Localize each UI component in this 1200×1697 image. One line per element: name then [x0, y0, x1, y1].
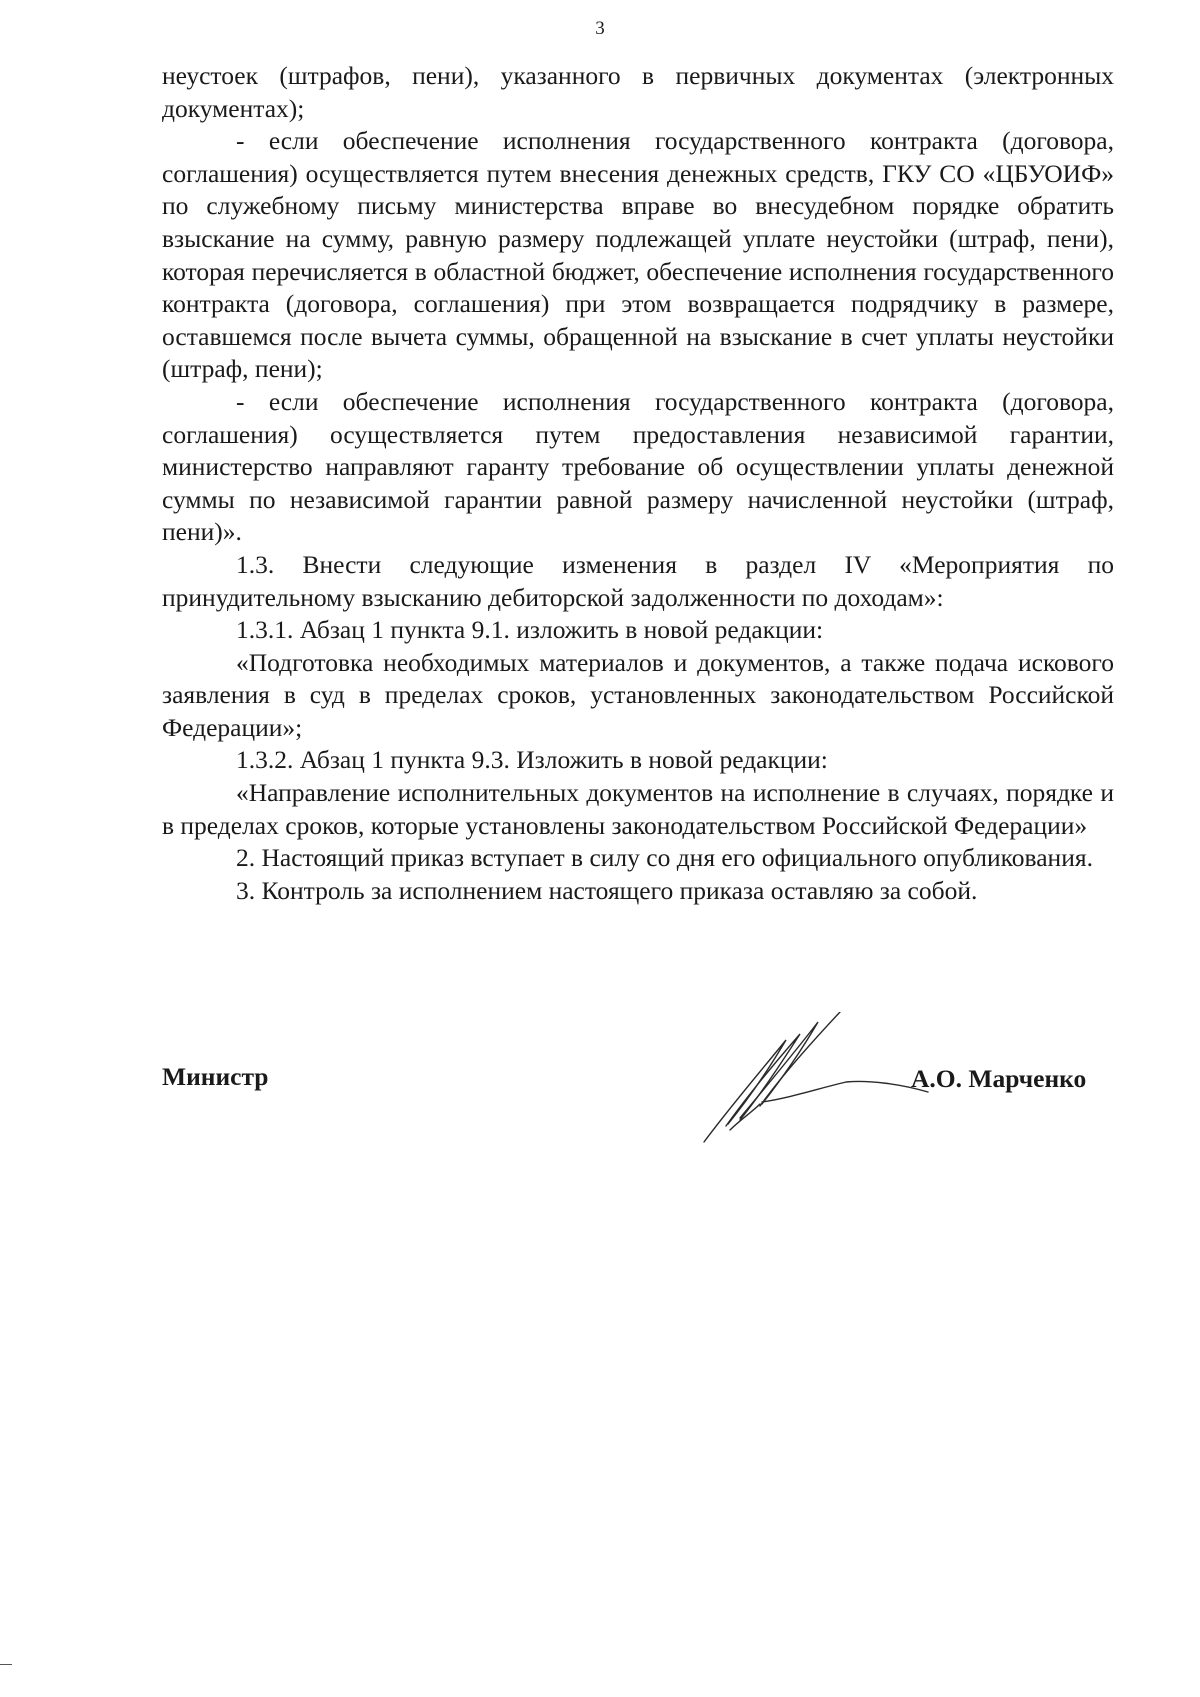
paragraph-1-3-1-text: «Подготовка необходимых материалов и документов, а также подача искового заявления в суд в пределах сроков, установленных законодательством Российской Федерации»; — [162, 647, 1114, 742]
signatory-title: Министр — [162, 1062, 269, 1091]
paragraph-1-3-2: 1.3.2. Абзац 1 пункта 9.3. Изложить в новой редакции: — [236, 745, 828, 775]
paragraph-1-3-1: 1.3.1. Абзац 1 пункта 9.1. изложить в новой редакции: — [236, 615, 824, 645]
paragraph-cash-guarantee: - если обеспечение исполнения государственного контракта (договора, соглашения) осуществляется путем внесения денежных средств, ГКУ СО «ЦБУОИФ» по служебному письму министерства вправе во внесудебном порядке обратить взыскание на сумму, равную размеру подлежащей уплате неустойки (штраф, пени), которая перечисляется в областной бюджет, обеспечение исполнения государственного контракта (договора, соглашения) при этом возвращается подрядчику в размере, оставшемся после вычета суммы, обращенной на взыскание в счет уплаты неустойки (штраф, пени); — [162, 126, 1114, 384]
page-number: 3 — [595, 18, 605, 39]
paragraph-2: 2. Настоящий приказ вступает в силу со дня его официального опубликования. — [236, 843, 1093, 873]
paragraph-independent-guarantee: - если обеспечение исполнения государственного контракта (договора, соглашения) осуществляется путем предоставления независимой гарантии, министерство направляют гаранту требование об осуществлении уплаты денежной суммы по независимой гарантии равной размеру начисленной неустойки (штраф, пени)». — [162, 386, 1114, 547]
paragraph-continuation: неустоек (штрафов, пени), указанного в первичных документах (электронных документах); — [162, 61, 1114, 123]
document-body — [162, 60, 1114, 907]
signatory-name: А.О. Марченко — [911, 1064, 1087, 1093]
handwritten-signature — [700, 1012, 930, 1162]
paragraph-1-3: 1.3. Внести следующие изменения в раздел IV «Мероприятия по принудительному взысканию дебиторской задолженности по доходам»: — [162, 549, 1114, 612]
scan-edge-mark — [0, 1664, 12, 1665]
paragraph-1-3-2-text: «Направление исполнительных документов на исполнение в случаях, порядке и в пределах сроков, которые установлены законодательством Российской Федерации» — [162, 778, 1114, 840]
paragraph-3: 3. Контроль за исполнением настоящего приказа оставляю за собой. — [236, 875, 978, 905]
